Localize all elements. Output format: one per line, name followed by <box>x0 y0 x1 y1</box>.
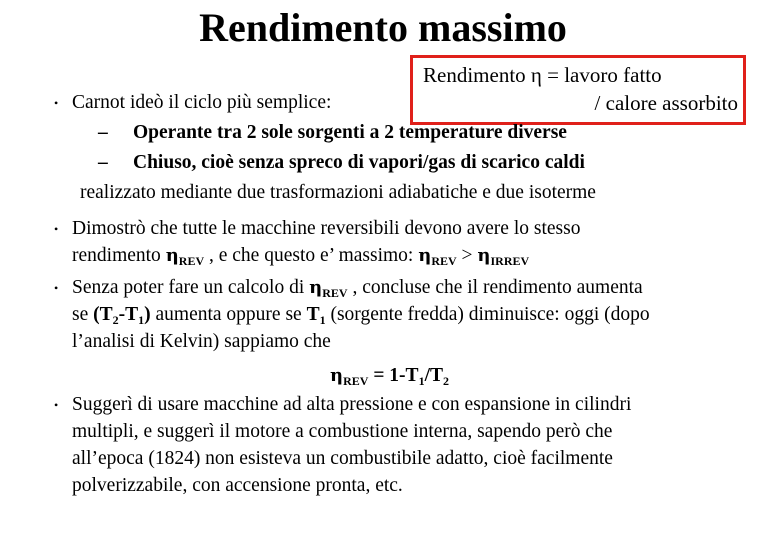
sub-bullet-1: Operante tra 2 sole sorgenti a 2 temperature diverse <box>133 122 567 143</box>
dash-marker: – <box>98 152 108 173</box>
bullet-4-line-2: multipli, e suggerì il motore a combustione interna, sapendo però che <box>72 421 613 442</box>
dash-marker: – <box>98 122 108 143</box>
bullet-4-line-3: all’epoca (1824) non esisteva un combustibile adatto, cioè facilmente <box>72 448 613 469</box>
reversible-efficiency-formula: $\eta_{REV} = 1-T_1/T_2$ <box>330 365 449 388</box>
bullet-marker: • <box>54 398 59 412</box>
box-line-2: / calore assorbito <box>594 91 738 115</box>
bullet-3-line-3: l’analisi di Kelvin) sappiamo che <box>72 331 331 352</box>
bullet-marker: • <box>54 222 59 236</box>
bullet-4-line-4: polverizzabile, con accensione pronta, etc. <box>72 475 403 496</box>
bullet-4-line-1: Suggerì di usare macchine ad alta pressione e con espansione in cilindri <box>72 394 632 415</box>
bullet-1-continuation: realizzato mediante due trasformazioni adiabatiche e due isoterme <box>80 182 596 203</box>
bullet-1-text: Carnot ideò il ciclo più semplice: <box>72 92 332 113</box>
sub-bullet-2: Chiuso, cioè senza spreco di vapori/gas di scarico caldi <box>133 152 585 173</box>
box-line-1: Rendimento η = lavoro fatto <box>423 63 662 87</box>
bullet-3-line-2: se $(T_2-T_1)$ aumenta oppure se $T_1$ (sorgente fredda) diminuisce: oggi (dopo <box>72 304 650 327</box>
bullet-2-line-1: Dimostrò che tutte le macchine reversibili devono avere lo stesso <box>72 218 581 239</box>
bullet-3-line-1: Senza poter fare un calcolo di $\eta_{REV}$ , concluse che il rendimento aumenta <box>72 277 643 300</box>
efficiency-definition-box <box>410 55 746 125</box>
bullet-marker: • <box>54 281 59 295</box>
slide-title: Rendimento massimo <box>199 5 567 50</box>
bullet-marker: • <box>54 96 59 110</box>
bullet-2-line-2: rendimento $\eta_{REV}$ , e che questo e’ massimo: $\eta_{REV} > \eta_{IRREV}$ <box>72 245 530 268</box>
